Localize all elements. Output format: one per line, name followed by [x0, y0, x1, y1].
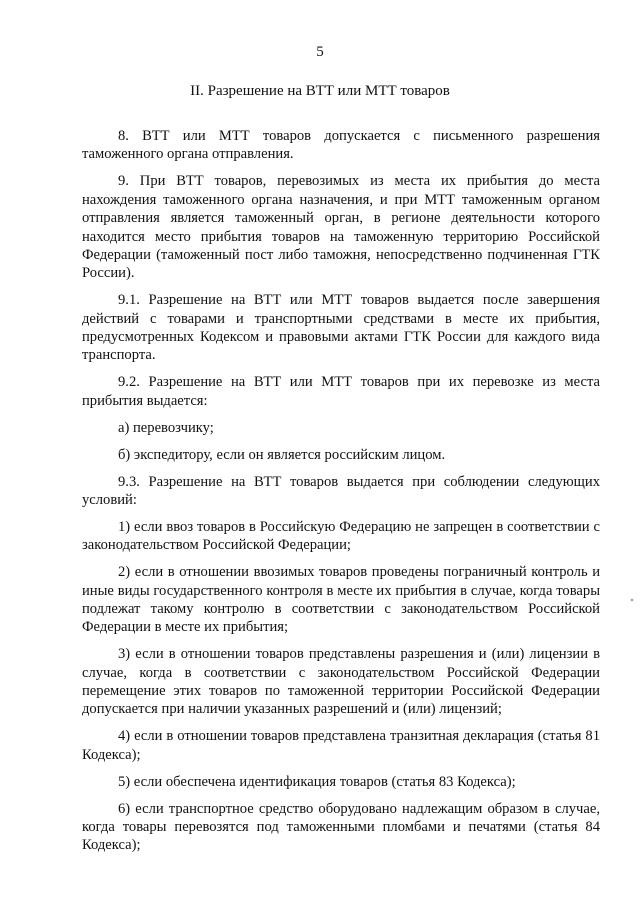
condition-2: 2) если в отношении ввозимых товаров проведены пограничный контроль и иные виды государственного контроля в месте их прибытия в случае, когда товары подлежат такому контролю в соответствии с законодательством Российской Федерации в месте их прибытия;: [82, 564, 600, 636]
document-body: [82, 127, 600, 863]
page-number: 5: [316, 44, 324, 60]
scan-artifact: [631, 599, 634, 602]
condition-1: 1) если ввоз товаров в Российскую Федерацию не запрещен в соответствии с законодательством Российской Федерации;: [82, 518, 600, 554]
paragraph-9-2: 9.2. Разрешение на ВТТ или МТТ товаров при их перевозке из места прибытия выдается:: [82, 374, 600, 409]
section-title: II. Разрешение на ВТТ или МТТ товаров: [190, 83, 450, 99]
paragraph-9-3: 9.3. Разрешение на ВТТ товаров выдается при соблюдении следующих условий:: [82, 473, 600, 508]
condition-3: 3) если в отношении товаров представлены разрешения и (или) лицензии в случае, когда в соответствии с законодательством Российской Федерации перемещение этих товаров по таможенной территории Российской Федерации допускается при наличии указанных разрешений и (или) лицензий;: [82, 646, 600, 718]
paragraph-9: 9. При ВТТ товаров, перевозимых из места их прибытия до места нахождения таможенного органа назначения, и при МТТ таможенным органом отправления является таможенный орган, в регионе деятельности которого находится место прибытия товаров на таможенную территорию Российской Федерации (таможенный пост либо таможня, непосредственно подчиненная ГТК России).: [82, 173, 600, 282]
condition-4: 4) если в отношении товаров представлена транзитная декларация (статья 81 Кодекса);: [82, 728, 600, 763]
list-item-a: а) перевозчику;: [118, 419, 214, 436]
condition-6: 6) если транспортное средство оборудовано надлежащим образом в случае, когда товары перевозятся под таможенными пломбами и печатями (статья 84 Кодекса);: [82, 800, 600, 854]
paragraph-9-1: 9.1. Разрешение на ВТТ или МТТ товаров выдается после завершения действий с товарами и транспортными средствами в месте их прибытия, предусмотренных Кодексом и правовыми актами ГТК России для каждого вида транспорта.: [82, 292, 600, 364]
condition-5: 5) если обеспечена идентификация товаров (статья 83 Кодекса);: [118, 773, 516, 790]
paragraph-8: 8. ВТТ или МТТ товаров допускается с письменного разрешения таможенного органа отправления.: [82, 128, 600, 163]
list-item-b: б) экспедитору, если он является российским лицом.: [118, 446, 446, 463]
